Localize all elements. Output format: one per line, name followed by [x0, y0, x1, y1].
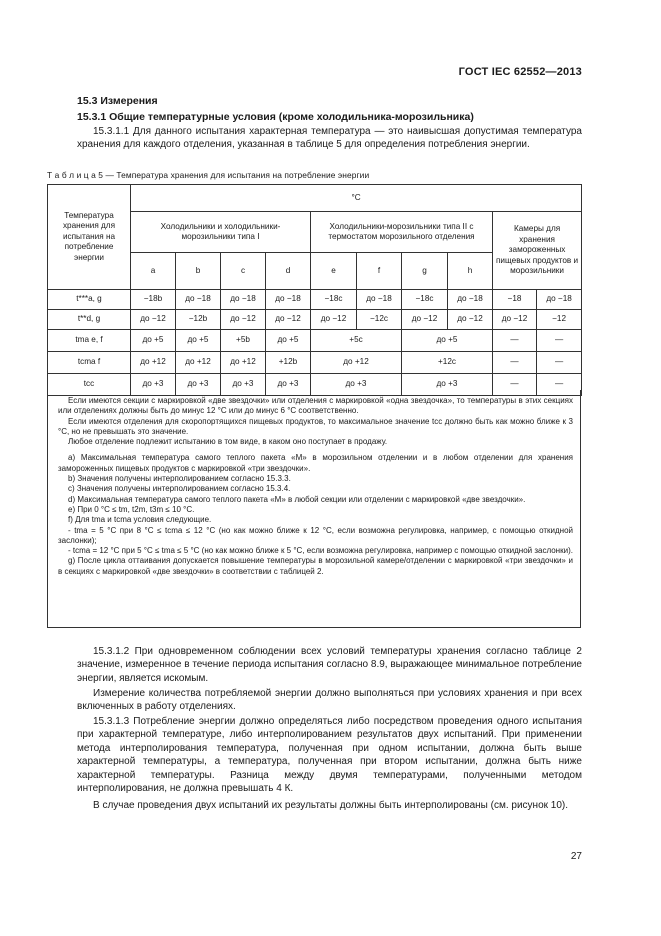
group-type1-header: Холодильники и холодильники-морозильники типа I	[131, 212, 311, 253]
row-label-tma: tma e, f	[48, 330, 131, 352]
paragraph-15-3-1-2: 15.3.1.2 При одновременном соблюдении всех условий температуры хранения согласно таблице 2 значение, измеренное в течение периода испытания согласно 8.9, выражающее минимальное потребление энергии, является искомым.	[77, 646, 582, 684]
table-cell: до −12	[311, 310, 357, 330]
table-cell: до −12	[266, 310, 311, 330]
table-cell: до −12	[402, 310, 448, 330]
sub-header-b: b	[176, 253, 221, 290]
table-cell: до +12	[311, 352, 402, 374]
table-cell: до −18	[357, 290, 402, 310]
paragraph-15-3-1-2-continued: Измерение количества потребляемой энергии должно выполняться при условиях хранения и при всех включенных в работу отделениях.	[77, 688, 582, 713]
footnote-d: d) Максимальная температура самого теплого пакета «М» в любой секции или отделении с маркировкой «две звездочки».	[68, 494, 526, 504]
table-cell: до +5	[131, 330, 176, 352]
footnote-b: b) Значения получены интерполированием согласно 15.3.3.	[68, 474, 291, 484]
table-cell: −12	[537, 310, 582, 330]
sub-header-e: e	[311, 253, 357, 290]
table-cell: +12b	[266, 352, 311, 374]
table-cell: до +3	[311, 374, 402, 396]
table-cell: +5c	[311, 330, 402, 352]
row-label-tcma: tcma f	[48, 352, 131, 374]
sub-header-f: f	[357, 253, 402, 290]
table-cell: до +12	[176, 352, 221, 374]
document-header: ГОСТ IEC 62552—2013	[458, 66, 582, 78]
table-cell: до +5	[266, 330, 311, 352]
table-cell: до −12	[131, 310, 176, 330]
table-cell: до +3	[221, 374, 266, 396]
footnote-e: e) При 0 °С ≤ tm, t2m, t3m ≤ 10 °С.	[68, 504, 195, 514]
footnote-a: a) Максимальная температура самого теплого пакета «М» в морозильном отделении и в любом отделении для хранения замороженных пищевых продуктов с маркировкой «три звездочки».	[58, 453, 573, 473]
row-label-tcc: tcc	[48, 374, 131, 396]
table-cell: −12c	[357, 310, 402, 330]
sub-header-g: g	[402, 253, 448, 290]
sub-header-a: a	[131, 253, 176, 290]
table-cell: —	[493, 352, 537, 374]
table-cell: до −18	[266, 290, 311, 310]
footnote-g: g) После цикла оттаивания допускается повышение температуры в морозильной камере/отделении с маркировкой «три звездочки» и в секциях с маркировкой «две звездочки» в соответствии с таблицей 2.	[58, 556, 573, 576]
paragraph-15-3-1-3-continued: В случае проведения двух испытаний их результаты должны быть интерполированы (см. рисунок 10).	[93, 800, 569, 811]
table-cell: −18c	[311, 290, 357, 310]
table-cell: −12b	[176, 310, 221, 330]
table-cell: до +12	[221, 352, 266, 374]
group-freezers-header: Камеры для хранения замороженных пищевых продуктов и морозильники	[493, 212, 582, 290]
table-cell: до −12	[448, 310, 493, 330]
table-cell: до −12	[221, 310, 266, 330]
table-cell: —	[493, 374, 537, 396]
sub-header-h: h	[448, 253, 493, 290]
table-cell: до +5	[176, 330, 221, 352]
table-cell: до −18	[537, 290, 582, 310]
table-cell: до +3	[402, 374, 493, 396]
table-cell: до +3	[131, 374, 176, 396]
footnote-f-item-1: - tma = 5 °С при 8 °С ≤ tcma ≤ 12 °С (но как можно ближе к 12 °С, если возможна регулировка, например, с помощью откидной заслонки);	[58, 525, 573, 545]
table-caption: Т а б л и ц а 5 — Температура хранения для испытания на потребление энергии	[47, 170, 370, 180]
table-cell: —	[537, 352, 582, 374]
table-notes	[47, 390, 581, 628]
subsection-title: 15.3.1 Общие температурные условия (кроме холодильника-морозильника)	[77, 111, 474, 123]
table-cell: до −12	[493, 310, 537, 330]
storage-temperature-table	[47, 184, 582, 396]
table-cell: −18c	[402, 290, 448, 310]
table-cell: до +12	[131, 352, 176, 374]
row-label-three-star: t***a, g	[48, 290, 131, 310]
paragraph-15-3-1-3: 15.3.1.3 Потребление энергии должно определяться либо посредством проведения одного испытания при характерной температуре, либо интерполированием результатов двух испытаний. При применении метода интерполирования температура, полученная при одном испытании, должна быть выше характерной температуры, а температура, полученная при втором испытании, должна быть ниже характерной температуры. Разница между двумя температурами, полученными методом интерполирования, не должна превышать 4 К.	[77, 716, 582, 795]
page-number: 27	[570, 851, 582, 862]
sub-header-c: c	[221, 253, 266, 290]
note-3: Любое отделение подлежит испытанию в том виде, в каком оно поступает в продажу.	[68, 437, 388, 447]
note-1: Если имеются секции с маркировкой «две звездочки» или отделения с маркировкой «одна звездочка», то температуры в этих секциях или отделениях должны быть до минус 12 °С или до минус 6 °С соответственно.	[58, 396, 573, 416]
table-cell: +5b	[221, 330, 266, 352]
table-cell: до +5	[402, 330, 493, 352]
row-header-cell: Температура хранения для испытания на потребление энергии	[48, 185, 131, 290]
table-cell: до −18	[176, 290, 221, 310]
table-cell: —	[493, 330, 537, 352]
table-cell: до −18	[448, 290, 493, 310]
footnote-f: f) Для tma и tcma условия следующие.	[68, 515, 212, 525]
table-cell: до +3	[266, 374, 311, 396]
row-label-two-star: t**d, g	[48, 310, 131, 330]
paragraph-15-3-1-1: 15.3.1.1 Для данного испытания характерная температура — это наивысшая допустимая температура хранения для каждого отделения, указанная в таблице 5 для определения потребления энергии.	[77, 126, 582, 151]
footnote-f-item-2: - tcma = 12 °С при 5 °С ≤ tma ≤ 5 °С (но как можно ближе к 5 °С, если возможна регулировка, например с помощью откидной заслонки).	[68, 546, 573, 556]
group-type2-header: Холодильники-морозильники типа II с термостатом морозильного отделения	[311, 212, 493, 253]
table-cell: −18	[493, 290, 537, 310]
sub-header-d: d	[266, 253, 311, 290]
section-title: 15.3 Измерения	[77, 95, 158, 107]
note-2: Если имеются отделения для скоропортящихся пищевых продуктов, то максимальное значение tcc должно быть как можно ближе к 3 °С, но не превышать это значение.	[58, 416, 573, 436]
unit-cell: °C	[131, 185, 582, 212]
table-cell: −18b	[131, 290, 176, 310]
table-cell: —	[537, 330, 582, 352]
table-cell: +12c	[402, 352, 493, 374]
table-cell: до −18	[221, 290, 266, 310]
footnote-c: c) Значения получены интерполированием согласно 15.3.4.	[68, 484, 291, 494]
table-cell: —	[537, 374, 582, 396]
table-cell: до +3	[176, 374, 221, 396]
